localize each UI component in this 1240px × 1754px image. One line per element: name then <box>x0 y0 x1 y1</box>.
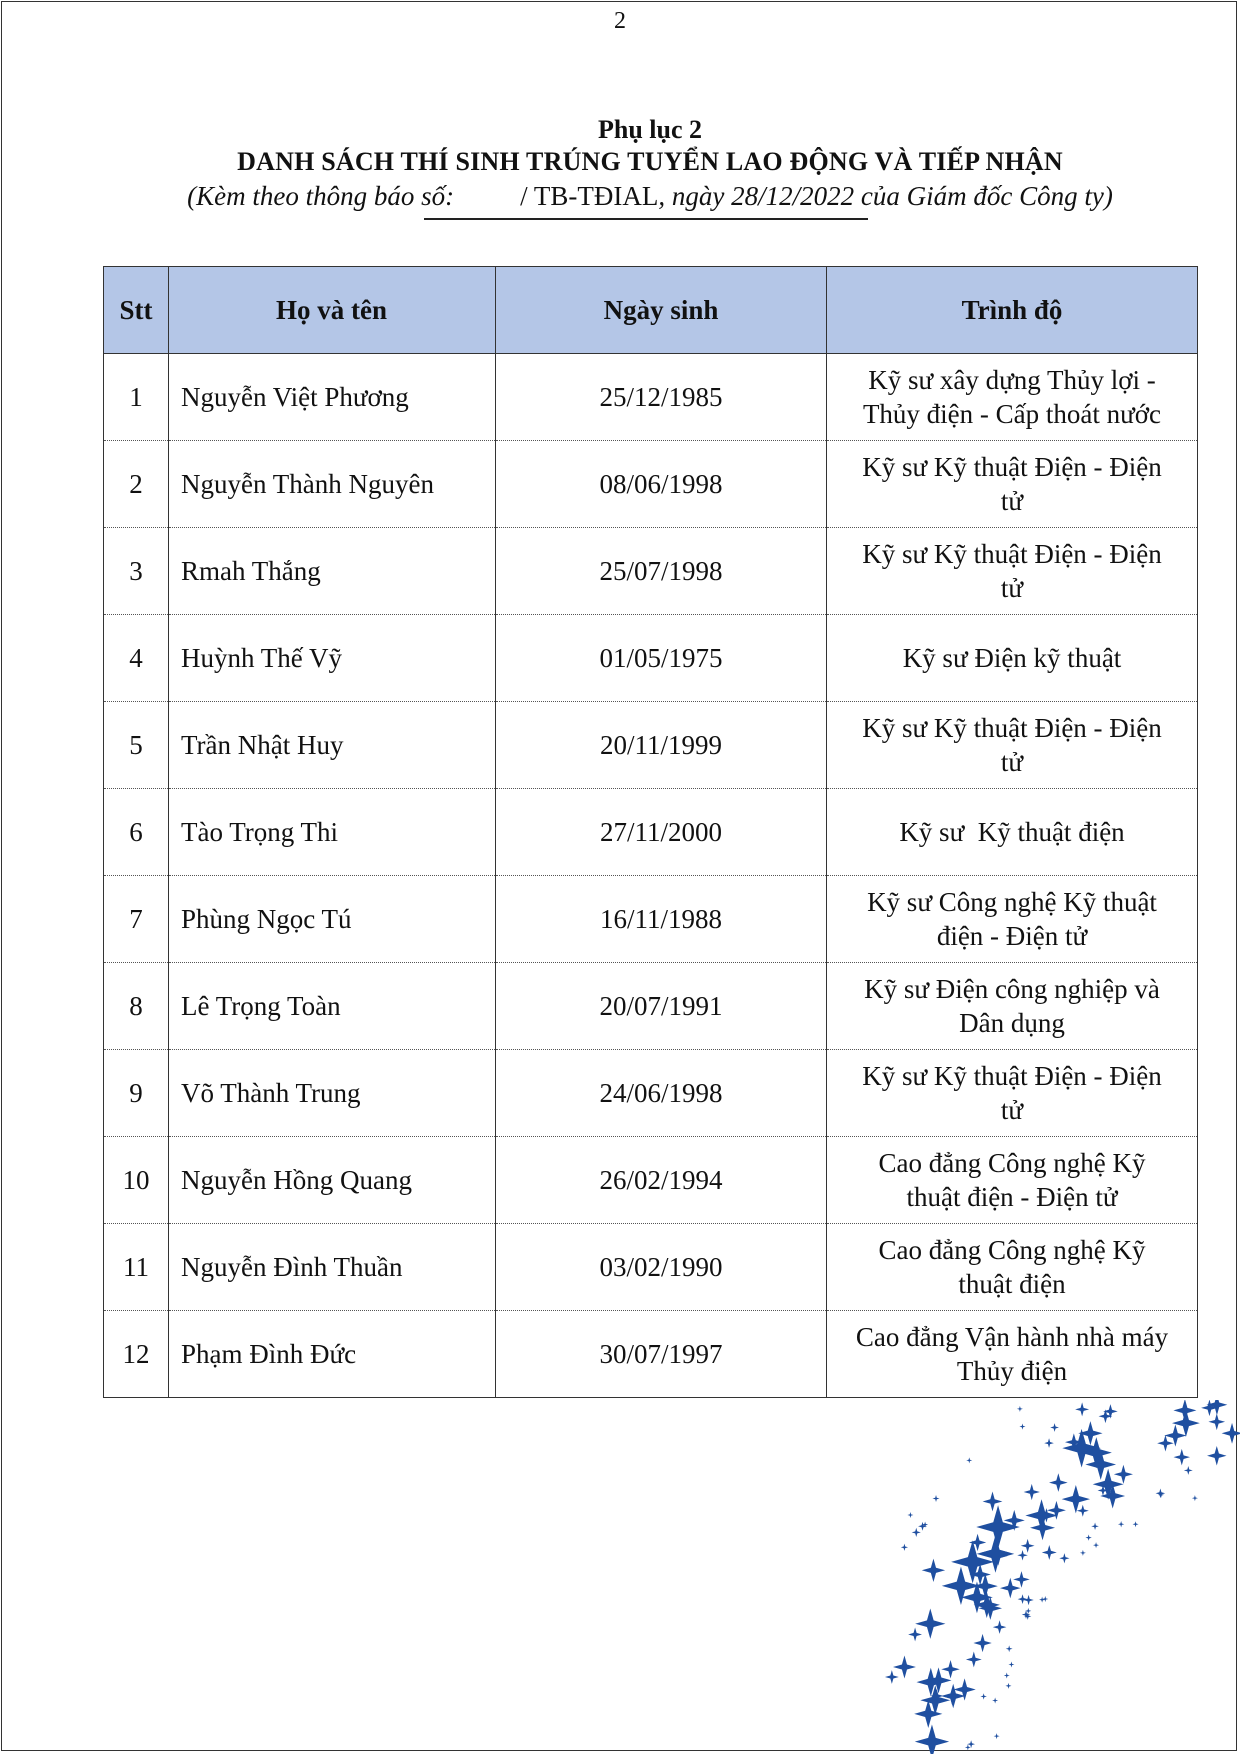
table-row <box>104 702 1198 789</box>
cell-dob: 24/06/1998 <box>496 1050 827 1137</box>
cell-level <box>827 702 1198 789</box>
cell-level <box>827 1311 1198 1398</box>
candidate-table <box>103 266 1198 1398</box>
cell-level-line: Kỹ sư xây dựng Thủy lợi - <box>868 365 1156 395</box>
cell-name: Phạm Đình Đức <box>169 1311 496 1398</box>
cell-stt: 9 <box>104 1050 169 1137</box>
document-subtitle <box>0 178 1240 214</box>
notice-number-underline <box>424 218 868 220</box>
cell-level-line: Kỹ sư Công nghệ Kỹ thuật <box>867 887 1157 917</box>
cell-stt: 12 <box>104 1311 169 1398</box>
cell-level <box>827 1224 1198 1311</box>
cell-level-line: điện - Điện tử <box>936 921 1088 951</box>
cell-name: Huỳnh Thế Vỹ <box>169 615 496 702</box>
cell-level-line: Kỹ sư Kỹ thuật Điện - Điện <box>862 539 1162 569</box>
cell-dob: 30/07/1997 <box>496 1311 827 1398</box>
cell-level-line: Kỹ sư Kỹ thuật Điện - Điện <box>862 713 1162 743</box>
table-row <box>104 1050 1198 1137</box>
table-row <box>104 1311 1198 1398</box>
cell-dob: 16/11/1988 <box>496 876 827 963</box>
cell-level-line: thuật điện <box>958 1269 1066 1299</box>
table-row <box>104 789 1198 876</box>
cell-level-line: Cao đẳng Vận hành nhà máy <box>855 1322 1169 1352</box>
cell-stt: 7 <box>104 876 169 963</box>
table-row <box>104 441 1198 528</box>
cell-level-line: Kỹ sư Kỹ thuật Điện - Điện <box>862 452 1162 482</box>
table-row <box>104 963 1198 1050</box>
cell-name: Trần Nhật Huy <box>169 702 496 789</box>
cell-level <box>827 354 1198 441</box>
cell-name: Phùng Ngọc Tú <box>169 876 496 963</box>
cell-stt: 10 <box>104 1137 169 1224</box>
cell-name: Rmah Thắng <box>169 528 496 615</box>
cell-level <box>827 963 1198 1050</box>
cell-level-line: thuật điện - Điện tử <box>906 1182 1118 1212</box>
cell-level-line: Cao đẳng Công nghệ Kỹ <box>878 1235 1146 1265</box>
cell-name: Nguyễn Việt Phương <box>169 354 496 441</box>
cell-dob: 25/07/1998 <box>496 528 827 615</box>
cell-stt: 3 <box>104 528 169 615</box>
cell-level-line: Thủy điện <box>956 1356 1068 1386</box>
cell-level-line: tử <box>1000 486 1024 516</box>
cell-name: Nguyễn Thành Nguyên <box>169 441 496 528</box>
cell-level-line: tử <box>1000 747 1024 777</box>
cell-dob: 20/07/1991 <box>496 963 827 1050</box>
cell-name: Võ Thành Trung <box>169 1050 496 1137</box>
cell-level-line: Kỹ sư Kỹ thuật điện <box>899 817 1125 847</box>
column-header-stt: Stt <box>104 267 169 354</box>
column-header-name: Họ và tên <box>169 267 496 354</box>
cell-dob: 20/11/1999 <box>496 702 827 789</box>
cell-stt: 11 <box>104 1224 169 1311</box>
cell-name: Nguyễn Đình Thuần <box>169 1224 496 1311</box>
column-header-level: Trình độ <box>827 267 1198 354</box>
page-number: 2 <box>614 8 626 34</box>
cell-name: Tào Trọng Thi <box>169 789 496 876</box>
table-row <box>104 1224 1198 1311</box>
cell-dob: 03/02/1990 <box>496 1224 827 1311</box>
cell-stt: 5 <box>104 702 169 789</box>
subtitle-number: / TB-TĐIAL <box>520 181 659 211</box>
cell-level <box>827 528 1198 615</box>
cell-dob: 26/02/1994 <box>496 1137 827 1224</box>
cell-dob: 08/06/1998 <box>496 441 827 528</box>
cell-stt: 6 <box>104 789 169 876</box>
cell-level-line: Dân dụng <box>959 1008 1065 1038</box>
cell-level-line: Kỹ sư Điện kỹ thuật <box>902 643 1122 673</box>
cell-stt: 2 <box>104 441 169 528</box>
cell-dob: 27/11/2000 <box>496 789 827 876</box>
table-row <box>104 615 1198 702</box>
document-title: DANH SÁCH THÍ SINH TRÚNG TUYỂN LAO ĐỘNG VÀ TIẾP NHẬN <box>237 147 1063 176</box>
cell-level <box>827 789 1198 876</box>
sparkle-stars-icon <box>880 1400 1240 1754</box>
cell-level-line: Kỹ sư Kỹ thuật Điện - Điện <box>862 1061 1162 1091</box>
subtitle-prefix: (Kèm theo thông báo số: <box>187 181 455 211</box>
table-row <box>104 876 1198 963</box>
cell-level-line: Cao đẳng Công nghệ Kỹ <box>878 1148 1146 1178</box>
cell-level <box>827 1137 1198 1224</box>
cell-name: Lê Trọng Toàn <box>169 963 496 1050</box>
column-header-dob: Ngày sinh <box>496 267 827 354</box>
cell-level-line: Thủy điện - Cấp thoát nước <box>862 399 1162 429</box>
cell-dob: 25/12/1985 <box>496 354 827 441</box>
cell-level <box>827 615 1198 702</box>
cell-level <box>827 876 1198 963</box>
title-block <box>0 114 1240 214</box>
table-row <box>104 1137 1198 1224</box>
cell-level <box>827 441 1198 528</box>
cell-level-line: Kỹ sư Điện công nghiệp và <box>864 974 1160 1004</box>
table-row <box>104 528 1198 615</box>
table-row <box>104 354 1198 441</box>
cell-name: Nguyễn Hồng Quang <box>169 1137 496 1224</box>
cell-level <box>827 1050 1198 1137</box>
appendix-title: Phụ lục 2 <box>597 115 703 144</box>
cell-level-line: tử <box>1000 1095 1024 1125</box>
table-body <box>104 354 1198 1398</box>
cell-level-line: tử <box>1000 573 1024 603</box>
table-header-row <box>104 267 1198 354</box>
cell-dob: 01/05/1975 <box>496 615 827 702</box>
subtitle-suffix: , ngày 28/12/2022 của Giám đốc Công ty) <box>658 181 1113 211</box>
cell-stt: 8 <box>104 963 169 1050</box>
cell-stt: 4 <box>104 615 169 702</box>
cell-stt: 1 <box>104 354 169 441</box>
